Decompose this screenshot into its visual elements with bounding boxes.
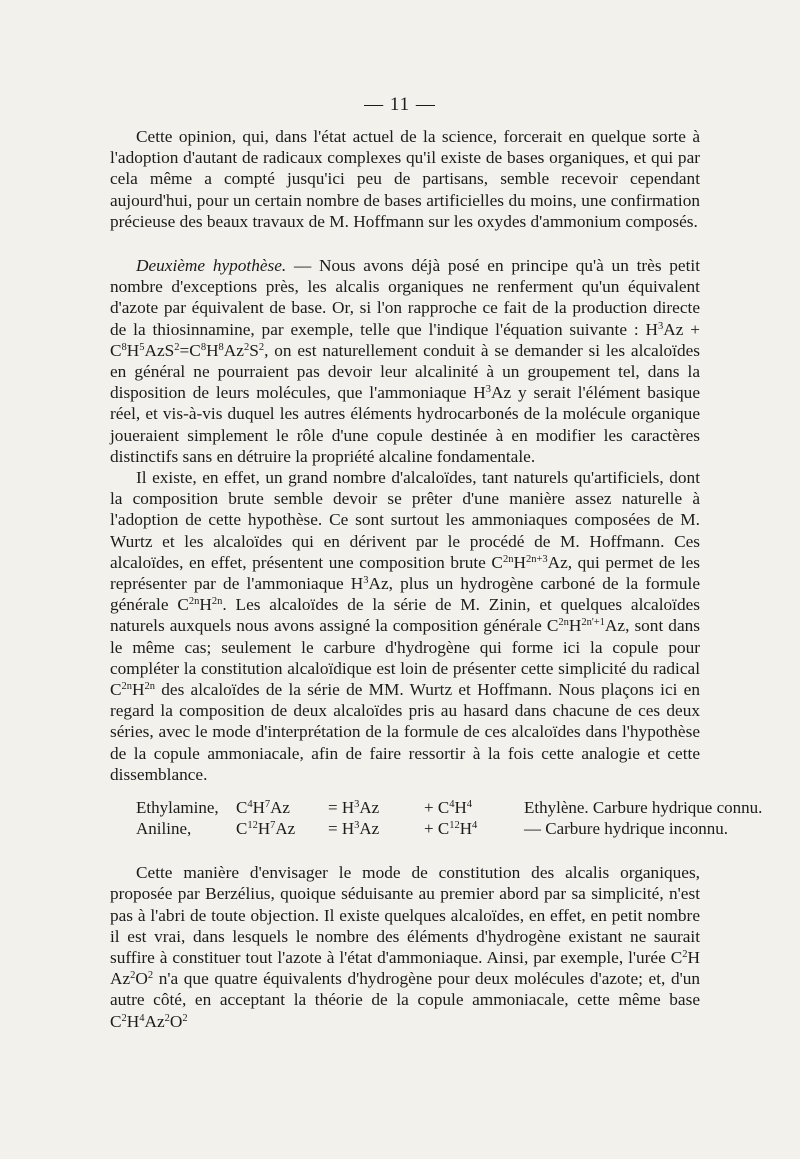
superscript: 2 xyxy=(164,1012,170,1024)
formula-part: Az xyxy=(270,798,290,818)
superscript: 2n xyxy=(144,681,156,693)
formula-part: = H xyxy=(328,798,355,818)
superscript: 2n xyxy=(121,681,133,693)
superscript: 2 xyxy=(682,948,688,960)
formula-name: Ethylamine, xyxy=(136,798,219,818)
text-run: O xyxy=(135,969,148,989)
paragraph-3 xyxy=(110,467,700,785)
superscript: 2 xyxy=(182,1012,188,1024)
superscript: 4 xyxy=(139,1012,145,1024)
superscript: 2n xyxy=(502,553,514,565)
text-run: Az y serait l'élément basique réel, et vis-à-vis duquel les autres éléments hydrocarbonés de la molécule organique joueraient simplement le rôle d'une copule destinée à en modifier les caractères distinctifs sans en détruire la propriété alcaline fondamentale. xyxy=(110,383,700,466)
formula-ammonia xyxy=(328,797,424,818)
formula-part: Az xyxy=(359,819,380,839)
superscript: 12 xyxy=(449,820,460,832)
superscript: 2 xyxy=(243,341,250,353)
formula-composition xyxy=(236,797,328,818)
formula-part: H xyxy=(454,798,467,818)
text-run: , on est naturellement conduit à se demander si les alcaloïdes en général ne pourraient pas devoir leur alcalinité à un groupement tel, dans la disposition de leurs molécules, que l'ammoniaque H xyxy=(110,340,700,403)
superscript: 2 xyxy=(121,1012,127,1024)
superscript: 7 xyxy=(264,799,271,811)
paragraph-gap xyxy=(110,839,700,862)
text-run: H xyxy=(568,616,582,636)
superscript: 2 xyxy=(258,341,265,353)
formula-part: H xyxy=(459,819,472,839)
formula-part: H xyxy=(257,819,271,839)
formula-part: + C xyxy=(424,798,450,818)
superscript: 2n'+1 xyxy=(581,617,605,629)
text-run: Az, plus un hydrogène carboné de la formule générale C xyxy=(110,574,700,615)
text-run: H xyxy=(513,552,526,572)
page-number: — 11 — xyxy=(364,94,436,115)
text-run: S xyxy=(249,340,259,360)
body-text xyxy=(110,126,763,1032)
superscript: 12 xyxy=(247,820,258,832)
formula-part: = H xyxy=(328,819,355,839)
text-run: =C xyxy=(179,340,201,360)
paragraph-4 xyxy=(110,862,700,1032)
superscript: 2 xyxy=(174,341,180,353)
text-run: n'a que quatre équivalents d'hydrogène pour deux molécules d'azote; et, d'un autre côté, en acceptant la théorie de la copule ammoniacale, cette même base C xyxy=(110,969,700,1031)
superscript: 2 xyxy=(130,970,136,982)
paragraph-2 xyxy=(110,255,700,467)
text-run: H xyxy=(126,1011,140,1031)
superscript: 3 xyxy=(354,799,360,811)
superscript: 7 xyxy=(270,820,276,832)
text-run: Az xyxy=(144,1011,165,1031)
superscript: 8 xyxy=(121,341,127,353)
formula-part: Az xyxy=(275,819,296,839)
text-run: O xyxy=(169,1011,183,1031)
superscript: 4 xyxy=(449,799,455,811)
hypothesis-heading: Deuxième hypothèse. xyxy=(136,256,287,276)
paragraph-gap xyxy=(110,232,700,255)
formula-carbure xyxy=(424,797,524,818)
text-run: — Nous avons déjà posé en principe qu'à un très petit nombre d'exceptions près, les alcalis organiques ne renferment qu'un équivalent d'azote par équivalent de base. Or, si l'on rapproche ce fait de la production directe de la thiosinnamine, par exemple, telle que l'indique l'équation suivante : H xyxy=(110,256,701,339)
text-run: des alcaloïdes de la série de MM. Wurtz et Hoffmann. Nous plaçons ici en regard la composition de deux alcaloïdes pris au hasard dans chacune de ces deux séries, avec le mode d'interprétation de la formule de ces alcaloïdes dans l'hypothèse de la copule ammoniacale, afin de faire ressortir à la fois cette analogie et cette dissemblance. xyxy=(110,680,700,784)
superscript: 5 xyxy=(139,341,145,353)
superscript: 3 xyxy=(363,575,369,587)
superscript: 2n xyxy=(211,596,223,608)
formula-part: C xyxy=(236,798,248,818)
text-run: Az + C xyxy=(110,319,701,360)
text-run: H xyxy=(126,340,140,360)
superscript: 8 xyxy=(218,341,224,353)
text-run: H xyxy=(199,595,212,615)
formula-description: Ethylène. Carbure hydrique connu. xyxy=(524,798,763,818)
text-run: Az, sont dans le même cas; seulement le carbure d'hydrogène qui forme ici la copule pour compléter la constitution alcaloïdique est loin de présenter cette simplicité du radical C xyxy=(110,616,700,700)
superscript: 2n+3 xyxy=(525,553,548,565)
superscript: 3 xyxy=(354,820,360,832)
text-run: Az, qui permet de les représenter par de l'ammoniaque H xyxy=(110,552,700,594)
formula-part: C xyxy=(236,819,248,839)
superscript: 2n xyxy=(558,617,569,629)
text-run: Cette manière d'envisager le mode de constitution des alcalis organiques, proposée par Berzélius, quoique séduisante au premier abord par sa simplicité, n'est pas à l'abri de toute objection. Il existe quelques alcaloïdes, en effet, en petit nombre il est vrai, dans lesquels le nombre des éléments d'hydrogène existant ne saurait suffire à constituer tout l'azote à l'état d'ammoniaque. Ainsi, par exemple, l'urée C xyxy=(110,863,700,967)
text-run: Az xyxy=(223,340,244,360)
formula-part: + C xyxy=(424,819,450,839)
formula-name: Aniline, xyxy=(136,819,192,839)
superscript: 2n xyxy=(188,596,200,608)
formula-table xyxy=(136,797,763,839)
text-run: H xyxy=(206,340,219,360)
superscript: 8 xyxy=(200,341,207,353)
text-run: . Les alcaloïdes de la série de M. Zinin, et quelques alcaloïdes naturels auxquels nous avons assigné la composition générale C xyxy=(110,595,700,636)
superscript: 3 xyxy=(485,384,492,396)
superscript: 3 xyxy=(658,320,664,332)
formula-part: H xyxy=(252,798,265,818)
superscript: 4 xyxy=(247,799,253,811)
paragraph-1: Cette opinion, qui, dans l'état actuel de la science, forcerait en quelque sorte à l'adoption d'autant de radicaux complexes qu'il existe de bases organiques, et qui par cela même a compté jusqu'ici peu de partisans, semble recevoir cependant aujourd'hui, pour un certain nombre de bases artificielles du moins, une confirmation précieuse des beaux travaux de M. Hoffmann sur les oxydes d'ammonium composés. xyxy=(110,127,700,231)
superscript: 2 xyxy=(147,970,154,982)
formula-ammonia xyxy=(328,818,424,839)
text-run: AzS xyxy=(144,340,175,360)
formula-carbure xyxy=(424,818,524,839)
text-run: H xyxy=(132,680,145,700)
formula-part: Az xyxy=(359,798,380,818)
text-run: H Az xyxy=(110,947,700,989)
text-run: Il existe, en effet, un grand nombre d'alcaloïdes, tant naturels qu'artificiels, dont la composition brute semble devoir se prêter d'une manière assez naturelle à l'adoption de cette hypothèse. Ce sont surtout les ammoniaques composées de M. Wurtz et les alcaloïdes qui en dérivent par le procédé de M. Hoffmann. Ces alcaloïdes, en effet, présentent une composition brute C xyxy=(110,468,700,572)
superscript: 4 xyxy=(466,799,472,811)
formula-description: — Carbure hydrique inconnu. xyxy=(524,819,728,839)
formula-composition xyxy=(236,818,328,839)
superscript: 4 xyxy=(471,820,478,832)
